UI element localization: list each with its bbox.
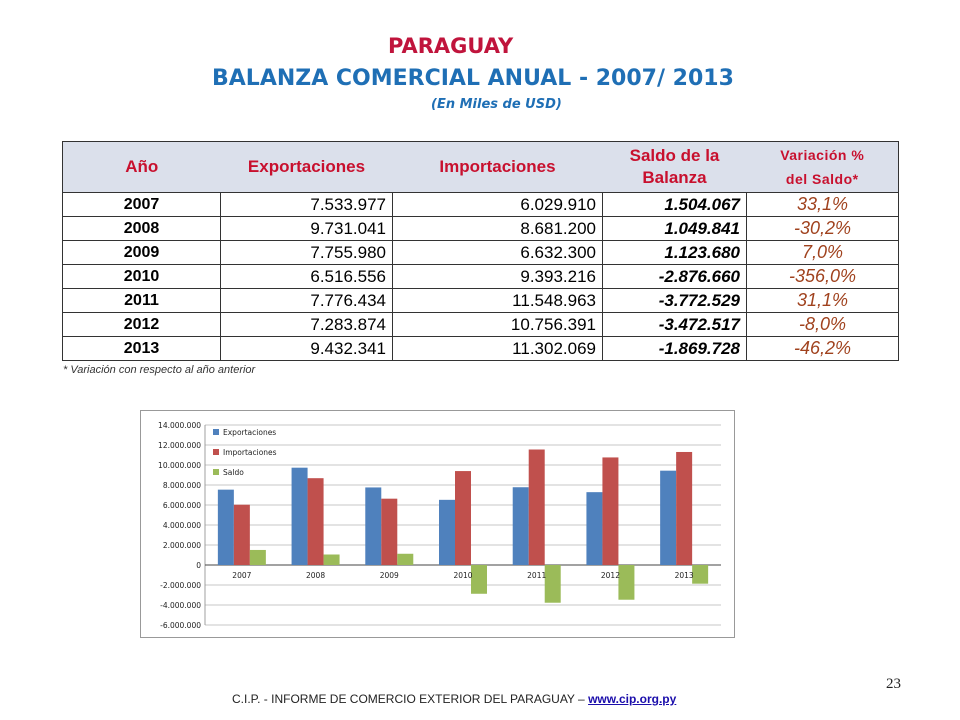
bar-exportaciones-2007: [218, 490, 234, 565]
x-tick-label: 2007: [232, 571, 252, 580]
legend-swatch: [213, 449, 219, 455]
imports-cell: 11.548.963: [393, 289, 603, 313]
balance-cell: 1.504.067: [603, 193, 747, 217]
imports-cell: 10.756.391: [393, 313, 603, 337]
legend-swatch: [213, 469, 219, 475]
exports-cell: 9.731.041: [221, 217, 393, 241]
legend-label: Importaciones: [223, 448, 277, 457]
page-number: 23: [886, 676, 901, 692]
y-tick-label: 14.000.000: [158, 421, 201, 430]
footer: [232, 692, 676, 706]
imports-cell: 8.681.200: [393, 217, 603, 241]
table-row: [63, 289, 899, 313]
bar-exportaciones-2013: [660, 471, 676, 565]
year-cell: 2008: [63, 217, 221, 241]
y-tick-label: -4.000.000: [160, 601, 201, 610]
x-tick-label: 2012: [600, 571, 620, 580]
y-tick-label: 0: [196, 561, 201, 570]
col-header-year: Año: [63, 142, 221, 193]
table-header-row: [63, 142, 899, 193]
bar-saldo-2008: [324, 555, 340, 565]
bar-saldo-2010: [471, 565, 487, 594]
y-tick-label: 6.000.000: [162, 501, 201, 510]
balance-cell: -3.472.517: [603, 313, 747, 337]
x-tick-label: 2011: [527, 571, 547, 580]
year-cell: 2009: [63, 241, 221, 265]
bar-exportaciones-2008: [292, 468, 308, 565]
col-header-exports: Exportaciones: [221, 142, 393, 193]
col-header-balance: [603, 142, 747, 193]
imports-cell: 9.393.216: [393, 265, 603, 289]
y-tick-label: 12.000.000: [158, 441, 201, 450]
y-tick-label: -6.000.000: [160, 621, 201, 630]
bar-importaciones-2012: [602, 457, 618, 565]
chart-frame: [140, 410, 735, 638]
balance-cell: 1.123.680: [603, 241, 747, 265]
variation-cell: 33,1%: [747, 193, 899, 217]
table-footnote: * Variación con respecto al año anterior: [63, 364, 256, 376]
exports-cell: 7.283.874: [221, 313, 393, 337]
exports-cell: 9.432.341: [221, 337, 393, 361]
trade-balance-table: [62, 141, 899, 361]
col-header-balance-line1: Saldo de la: [629, 146, 720, 165]
year-cell: 2011: [63, 289, 221, 313]
page-title: BALANZA COMERCIAL ANUAL - 2007/ 2013: [212, 66, 734, 91]
table-row: [63, 193, 899, 217]
balance-cell: -1.869.728: [603, 337, 747, 361]
trade-balance-bar-chart: [141, 411, 734, 637]
imports-cell: 6.029.910: [393, 193, 603, 217]
year-cell: 2013: [63, 337, 221, 361]
bar-saldo-2013: [692, 565, 708, 584]
col-header-variation-line1: Variación %: [780, 147, 865, 163]
balance-cell: -3.772.529: [603, 289, 747, 313]
variation-cell: -46,2%: [747, 337, 899, 361]
year-cell: 2007: [63, 193, 221, 217]
bar-exportaciones-2011: [513, 487, 529, 565]
bar-exportaciones-2009: [365, 487, 381, 565]
table-row: [63, 337, 899, 361]
bar-importaciones-2008: [308, 478, 324, 565]
bar-importaciones-2013: [676, 452, 692, 565]
col-header-variation: [747, 142, 899, 193]
page-country-title: PARAGUAY: [388, 34, 514, 58]
variation-cell: -30,2%: [747, 217, 899, 241]
legend-label: Exportaciones: [223, 428, 277, 437]
table-row: [63, 313, 899, 337]
bar-importaciones-2007: [234, 505, 250, 565]
variation-cell: 31,1%: [747, 289, 899, 313]
col-header-imports: Importaciones: [393, 142, 603, 193]
exports-cell: 6.516.556: [221, 265, 393, 289]
x-tick-label: 2013: [674, 571, 694, 580]
col-header-variation-line2: del Saldo*: [785, 171, 859, 187]
bar-importaciones-2009: [381, 499, 397, 565]
y-tick-label: 2.000.000: [162, 541, 201, 550]
bar-importaciones-2011: [529, 450, 545, 565]
footer-website-link[interactable]: www.cip.org.py: [588, 692, 677, 706]
bar-saldo-2007: [250, 550, 266, 565]
table-row: [63, 217, 899, 241]
table-row: [63, 265, 899, 289]
imports-cell: 6.632.300: [393, 241, 603, 265]
y-tick-label: 8.000.000: [162, 481, 201, 490]
exports-cell: 7.755.980: [221, 241, 393, 265]
footer-text: C.I.P. - INFORME DE COMERCIO EXTERIOR DEL PARAGUAY –: [232, 692, 589, 706]
bar-importaciones-2010: [455, 471, 471, 565]
x-tick-label: 2008: [306, 571, 326, 580]
balance-cell: -2.876.660: [603, 265, 747, 289]
imports-cell: 11.302.069: [393, 337, 603, 361]
y-tick-label: -2.000.000: [160, 581, 201, 590]
table-row: [63, 241, 899, 265]
balance-cell: 1.049.841: [603, 217, 747, 241]
bar-exportaciones-2012: [586, 492, 602, 565]
y-tick-label: 4.000.000: [162, 521, 201, 530]
x-tick-label: 2010: [453, 571, 473, 580]
y-tick-label: 10.000.000: [158, 461, 201, 470]
legend-label: Saldo: [223, 468, 244, 477]
year-cell: 2012: [63, 313, 221, 337]
year-cell: 2010: [63, 265, 221, 289]
variation-cell: -356,0%: [747, 265, 899, 289]
bar-saldo-2011: [545, 565, 561, 603]
variation-cell: 7,0%: [747, 241, 899, 265]
bar-saldo-2009: [397, 554, 413, 565]
exports-cell: 7.776.434: [221, 289, 393, 313]
x-tick-label: 2009: [379, 571, 399, 580]
bar-saldo-2012: [618, 565, 634, 600]
exports-cell: 7.533.977: [221, 193, 393, 217]
bar-exportaciones-2010: [439, 500, 455, 565]
units-subtitle: (En Miles de USD): [431, 97, 562, 112]
col-header-balance-line2: Balanza: [642, 168, 707, 187]
variation-cell: -8,0%: [747, 313, 899, 337]
legend-swatch: [213, 429, 219, 435]
